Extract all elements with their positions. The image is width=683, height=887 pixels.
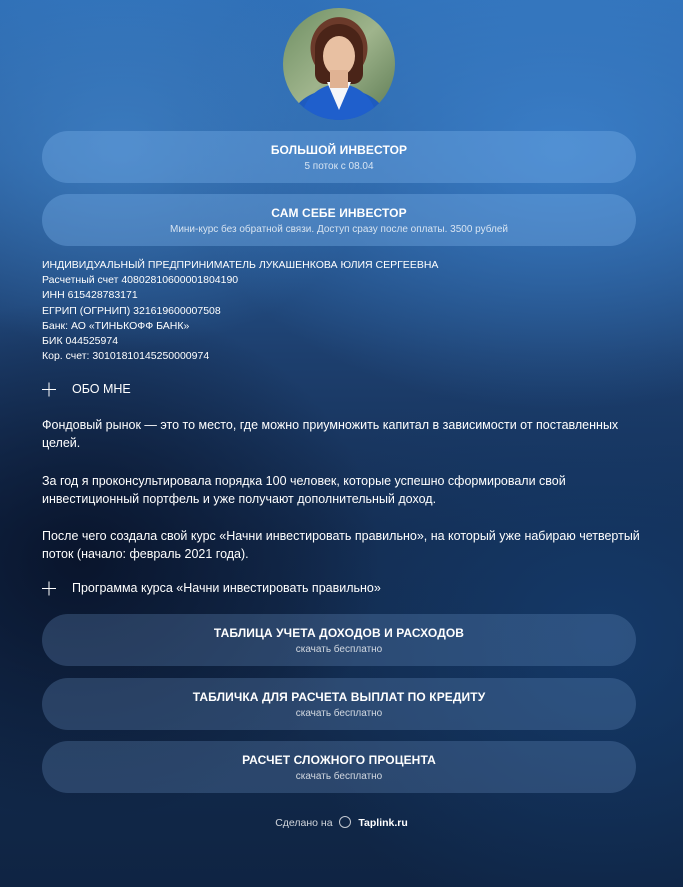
about-paragraph: За год я проконсультировала порядка 100 человек, которые успешно сформировали свой инвестиционный портфель и уже получают дополнительный доход.	[42, 474, 566, 506]
requisites-text	[42, 258, 438, 364]
requisites-line: ИНН 615428783171	[42, 289, 138, 302]
avatar	[283, 8, 395, 120]
link-button-self-investor[interactable]	[42, 194, 636, 246]
link-subtitle: 5 поток с 08.04	[304, 161, 374, 172]
accordion-label: ОБО МНЕ	[72, 382, 131, 396]
link-subtitle: скачать бесплатно	[295, 644, 383, 655]
link-button-big-investor[interactable]	[42, 131, 636, 183]
about-paragraph: Фондовый рынок — это то место, где можно приумножить капитал в зависимости от поставленных целей.	[42, 418, 619, 450]
taplink-logo-icon	[339, 816, 351, 828]
footer-brand-link[interactable]: Taplink.ru	[358, 817, 408, 829]
footer[interactable]	[0, 817, 683, 829]
accordion-label: Программа курса «Начни инвестировать правильно»	[72, 581, 381, 595]
link-title: ТАБЛИЧКА ДЛЯ РАСЧЕТА ВЫПЛАТ ПО КРЕДИТУ	[192, 690, 486, 704]
link-title: БОЛЬШОЙ ИНВЕСТОР	[270, 143, 408, 157]
requisites-line: Кор. счет: 30101810145250000974	[42, 350, 210, 363]
download-button-income-table[interactable]	[42, 614, 636, 666]
accordion-about[interactable]	[42, 382, 131, 396]
requisites-line: БИК 044525974	[42, 335, 119, 348]
link-title: САМ СЕБЕ ИНВЕСТОР	[271, 206, 407, 220]
requisites-line: ИНДИВИДУАЛЬНЫЙ ПРЕДПРИНИМАТЕЛЬ ЛУКАШЕНКОВА ЮЛИЯ СЕРГЕЕВНА	[42, 259, 439, 271]
footer-prefix: Сделано на	[275, 817, 333, 829]
accordion-program[interactable]	[42, 581, 381, 595]
link-title: РАСЧЕТ СЛОЖНОГО ПРОЦЕНТА	[242, 753, 436, 767]
about-paragraph: После чего создала свой курс «Начни инвестировать правильно», на который уже набираю четвертый поток (начало: февраль 2021 года).	[42, 529, 640, 561]
plus-icon	[42, 382, 56, 396]
link-subtitle: Мини-курс без обратной связи. Доступ сразу после оплаты. 3500 рублей	[169, 224, 509, 235]
link-title: ТАБЛИЦА УЧЕТА ДОХОДОВ И РАСХОДОВ	[213, 626, 465, 640]
requisites-line: Расчетный счет 40802810600001804190	[42, 274, 239, 287]
link-subtitle: скачать бесплатно	[295, 708, 383, 719]
link-subtitle: скачать бесплатно	[295, 771, 383, 782]
requisites-line: ЕГРИП (ОГРНИП) 321619600007508	[42, 304, 221, 317]
plus-icon	[42, 581, 56, 595]
download-button-credit-table[interactable]	[42, 678, 636, 730]
requisites-line: Банк: АО «ТИНЬКОФФ БАНК»	[42, 319, 190, 332]
download-button-compound-interest[interactable]	[42, 741, 636, 793]
